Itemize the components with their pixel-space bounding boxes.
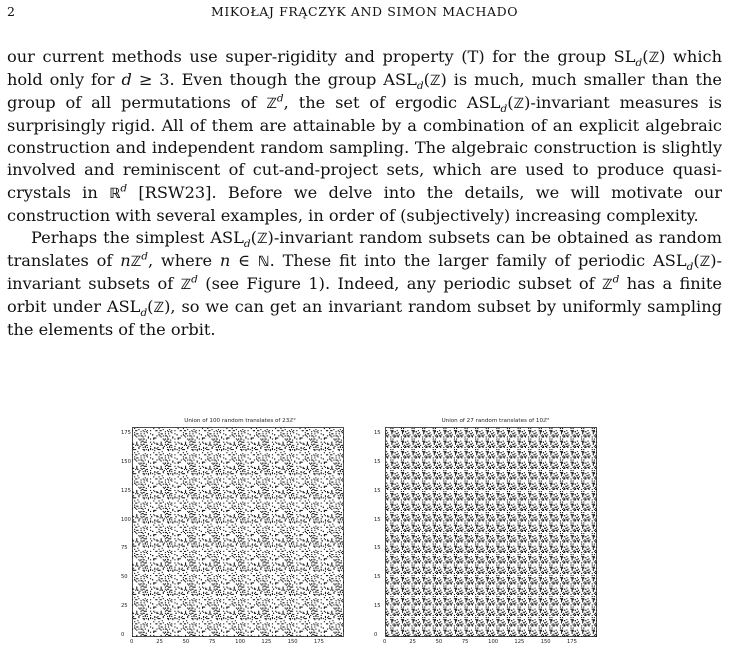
right-plot-title: Union of 27 random translates of 10ℤ² [441,418,550,424]
page-number: 2 [7,4,16,19]
x-tick-label: 100 [488,639,499,645]
x-tick-label: 125 [514,639,525,645]
y-tick-label: 125 [121,487,131,494]
left-plot [110,414,350,650]
left-plot-area [132,427,344,637]
x-tick-label: 75 [461,639,469,645]
y-tick-label: 75 [121,545,128,552]
running-head [7,4,722,22]
x-tick-label: 0 [383,639,387,645]
right-plot [365,414,610,650]
paragraph-1: our current methods use super-rigidity and property (T) for the group $SL_d(ℤ)$ which hold only for d ≥ 3. Even though the group $ASL_d(ℤ)$ is much, much smaller than the group of all permutations of ℤ$^d$, the set of ergodic $ASL_d(ℤ)$-invariant measures is surprisingly rigid. All of them are attainable by a combination of an explicit algebraic construction and independent random sampling. The algebraic construction is slightly involved and reminiscent of cut-and-project sets, which are used to produce quasi-crystals in ℝ$^d$ [RSW23]. Before we delve into the details, we will motivate our construction with several examples, in order of (subjectively) increasing complexity. [7,47,723,225]
y-tick-label: 0 [374,632,378,638]
y-tick-label: 15 [374,487,381,494]
y-tick-label: 15 [374,545,381,552]
x-tick-label: 175 [314,639,324,645]
y-tick-label: 50 [121,574,128,581]
y-tick-label: 150 [121,458,131,465]
y-tick-label: 15 [374,603,381,610]
y-tick-label: 15 [374,574,381,581]
y-tick-label: 100 [121,516,131,523]
x-tick-label: 150 [287,639,298,645]
x-tick-label: 25 [409,639,416,645]
x-tick-label: 50 [182,639,190,645]
y-tick-label: 25 [121,603,128,610]
x-tick-label: 150 [540,639,551,645]
figure-1 [110,414,610,650]
y-tick-label: 15 [374,516,381,523]
y-tick-label: 15 [374,430,381,436]
x-tick-label: 175 [567,639,577,645]
y-tick-label: 15 [374,458,381,465]
x-tick-label: 25 [156,639,163,645]
y-tick-label: 0 [121,632,125,638]
author-names: MIKOŁAJ FRĄCZYK AND SIMON MACHADO [210,4,519,19]
x-tick-label: 0 [130,639,134,645]
x-tick-label: 50 [435,639,443,645]
paragraph-2: Perhaps the simplest $ASL_d(ℤ)$-invariant random subsets can be obtained as random translates of nℤ$^d$, where n ∈ ℕ. These fit into the larger family of periodic $ASL_d(ℤ)$-invariant subsets of ℤ$^d$ (see Figure 1). Indeed, any periodic subset of ℤ$^d$ has a finite orbit under $ASL_d(ℤ)$, so we can get an invariant random subset by uniformly sampling the elements of the orbit. [7,227,722,340]
left-plot-title: Union of 100 random translates of 23ℤ² [184,418,296,424]
body-text [7,46,722,341]
x-tick-label: 75 [208,639,216,645]
right-plot-area [385,427,597,637]
x-tick-label: 100 [235,639,246,645]
y-tick-label: 175 [121,430,131,436]
x-tick-label: 125 [261,639,272,645]
